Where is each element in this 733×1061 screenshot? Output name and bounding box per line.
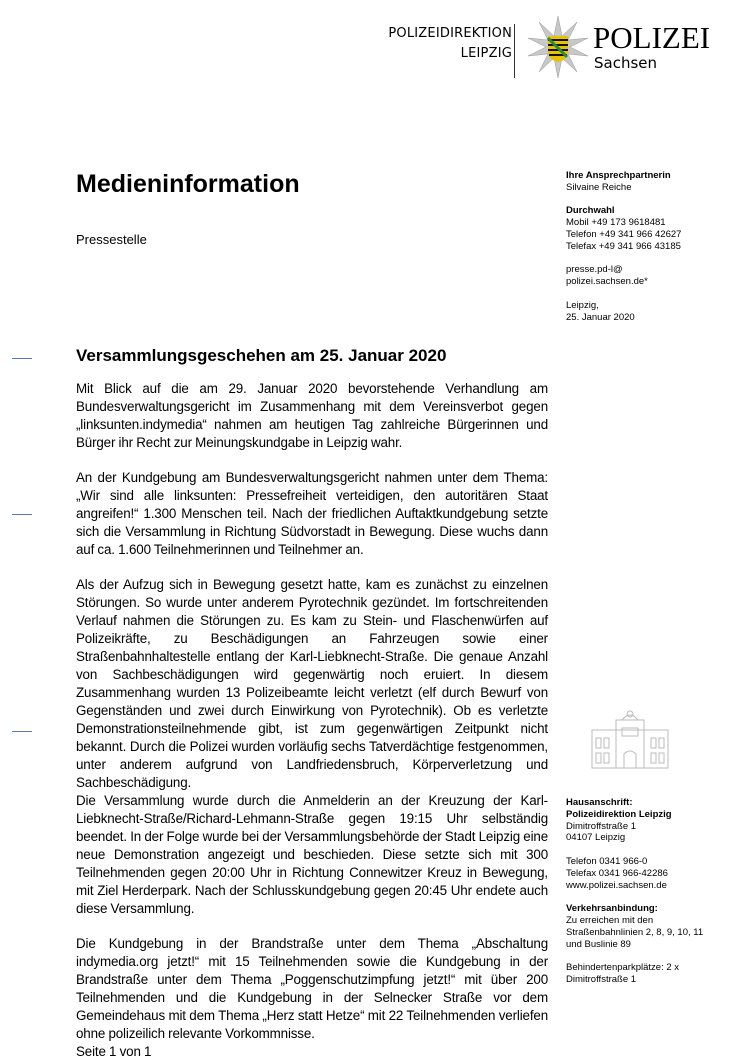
email-line2: polizei.sachsen.de*: [566, 276, 648, 288]
fold-mark: [12, 731, 32, 732]
paragraph: Die Kundgebung in der Brandstraße unter dem Thema „Abschaltung indymedia.org jetzt!“ mit 15 Teilnehmenden sowie die Kundgebung in der Brandstraße unter dem Thema „Poggenschutzimpfung jetzt!“ mit über 200 Teilnehmenden und die Kundgebung in der Selnecker Straße vor dem Gemeindehaus mit dem Thema „Herz statt Hetze“ mit 22 Teilnehmenden verliefen ohne polizeilich relevante Vorkommnisse.: [76, 936, 548, 1041]
place: Leipzig,: [566, 299, 599, 311]
date: 25. Januar 2020: [566, 311, 635, 323]
fold-mark: [12, 358, 32, 359]
address-street: Dimitroffstraße 1: [566, 820, 637, 832]
address-org: Polizeidirektion Leipzig: [566, 808, 672, 820]
transit-line2: Straßenbahnlinien 2, 8, 9, 10, 11: [566, 926, 704, 938]
address-city: 04107 Leipzig: [566, 832, 626, 844]
logo-subtitle: Sachsen: [594, 54, 658, 72]
page-title: Medieninformation: [76, 170, 300, 198]
paragraph: Mit Blick auf die am 29. Januar 2020 bevorstehende Verhandlung am Bundesverwaltungsgericht im Zusammenhang mit dem Vereinsverbot gegen „linksunten.indymedia“ nahmen am heutigen Tag zahlreiche Bürgerinnen und Bürger ihr Recht zur Meinungskundgabe in Leipzig wahr.: [76, 381, 548, 450]
telefax: Telefax +49 341 966 43185: [566, 240, 681, 252]
address-label: Hausanschrift:: [566, 797, 633, 808]
paragraph: Als der Aufzug sich in Bewegung gesetzt hatte, kam es zunächst zu einzelnen Störungen. So wurde unter anderem Pyrotechnik gezündet. Im fortschreitenden Verlauf nahmen die Störungen zu. Es kam zu Stein- und Flaschenwürfen auf Polizeikräfte, zu Beschädigungen an Fahrzeugen sowie einer Straßenbahnhaltestelle entlang der Karl-Liebknecht-Straße. Die genaue Anzahl von Sachbeschädigungen wird gegenwärtig noch eruiert. In diesem Zusammenhang wurden 13 Polizeibeamte leicht verletzt (elf durch Bewurf von Gegenständen und zwei durch Einwirkung von Pyrotechnik). Ob es verletzte Demonstrationsteilnehmende gibt, ist zum gegenwärtigen Zeitpunkt nicht bekannt. Durch die Polizei wurden vorläufig sechs Tatverdächtige festgenommen, unter anderem aufgrund von Landfriedensbruch, Körperverletzung und Sachbeschädigung.: [76, 577, 548, 790]
punch-mark: [12, 514, 32, 515]
logo-title: POLIZEI: [593, 20, 711, 55]
org-line2: LEIPZIG: [460, 46, 512, 61]
org-line1: POLIZEIDIREKTION: [388, 26, 512, 41]
address-block: [566, 797, 731, 986]
phone-label: Durchwahl: [566, 205, 615, 217]
contact-block: [566, 170, 731, 323]
department: Pressestelle: [76, 232, 147, 247]
transit-label: Verkehrsanbindung:: [566, 903, 658, 915]
article-heading: Versammlungsgeschehen am 25. Januar 2020: [76, 346, 447, 365]
article-body: [76, 380, 548, 1061]
email-line1: presse.pd-l@: [566, 264, 623, 276]
parking-line1: Behindertenparkplätze: 2 x: [566, 962, 680, 974]
address-telefax: Telefax 0341 966-42286: [566, 867, 668, 879]
page-number: Seite 1 von 1: [76, 1044, 152, 1059]
building-illustration-icon: [588, 708, 672, 770]
telefon: Telefon +49 341 966 42627: [566, 228, 682, 240]
contact-name: Silvaine Reiche: [566, 181, 632, 193]
parking-line2: Dimitroffstraße 1: [566, 973, 637, 985]
address-web: www.polizei.sachsen.de: [566, 879, 667, 891]
org-name: [372, 24, 512, 64]
transit-line1: Zu erreichen mit den: [566, 914, 654, 926]
header-divider: [514, 24, 515, 78]
mobile: Mobil +49 173 9618481: [566, 217, 666, 229]
police-star-logo-icon: [525, 14, 591, 80]
transit-line3: und Buslinie 89: [566, 938, 631, 950]
contact-label: Ihre Ansprechpartnerin: [566, 170, 671, 181]
paragraph: An der Kundgebung am Bundesverwaltungsgericht nahmen unter dem Thema: „Wir sind alle linksunten: Pressefreiheit verteidigen, den autoritären Staat angreifen!“ 1.300 Menschen teil. Nach der friedlichen Auftaktkundgebung setzte sich die Versammlung in Richtung Südvorstadt in Bewegung. Diese wuchs dann auf ca. 1.600 Teilnehmerinnen und Teilnehmer an.: [76, 470, 548, 557]
address-telefon: Telefon 0341 966-0: [566, 855, 648, 867]
paragraph: Die Versammlung wurde durch die Anmelderin an der Kreuzung der Karl-Liebknecht-Straße/Richard-Lehmann-Straße gegen 19:15 Uhr selbständig beendet. In der Folge wurde bei der Versammlungsbehörde der Stadt Leipzig eine neue Demonstration angezeigt und beschieden. Diese setzte sich mit 300 Teilnehmenden gegen 20:00 Uhr in Richtung Connewitzer Kreuz in Bewegung, mit Ziel Herderpark. Nach der Schlusskundgebung gegen 20:45 Uhr endete auch diese Versammlung.: [76, 793, 548, 916]
